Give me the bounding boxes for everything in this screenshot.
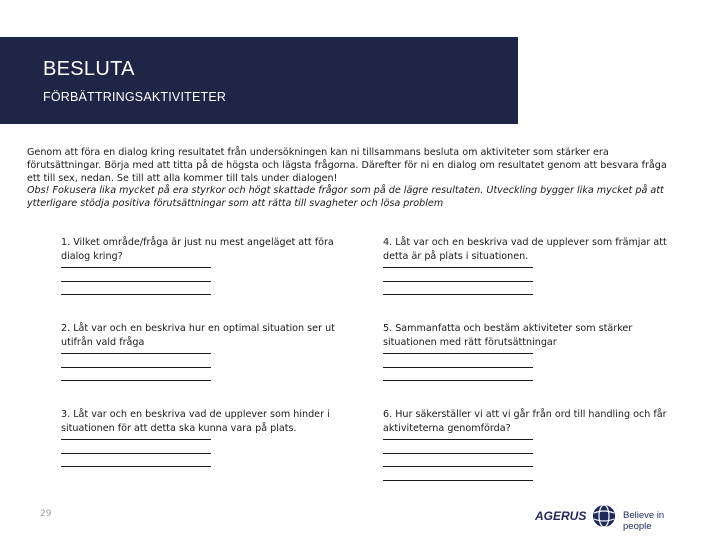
question-4 xyxy=(383,236,673,295)
question-1 xyxy=(61,236,351,295)
answer-line[interactable] xyxy=(61,353,211,354)
answer-line[interactable] xyxy=(61,294,211,295)
question-3 xyxy=(61,408,351,467)
answer-line[interactable] xyxy=(383,453,533,454)
logo-slogan: Believe in people xyxy=(623,510,665,532)
answer-line[interactable] xyxy=(61,453,211,454)
answer-line[interactable] xyxy=(61,367,211,368)
answer-line[interactable] xyxy=(383,480,533,481)
question-2 xyxy=(61,322,351,381)
answer-line[interactable] xyxy=(383,353,533,354)
question-text: 5. Sammanfatta och bestäm aktiviteter som stärker situationen med rätt förutsättningar xyxy=(383,323,633,348)
page-subtitle: FÖRBÄTTRINGSAKTIVITETER xyxy=(43,90,227,104)
answer-line[interactable] xyxy=(383,367,533,368)
answer-line[interactable] xyxy=(383,439,533,440)
question-5 xyxy=(383,322,673,381)
intro-note: Obs! Fokusera lika mycket på era styrkor och högt skattade frågor som på de lägre resultaten. Utveckling bygger lika mycket på att ytterligare stödja positiva förutsättningar som att rätta till svagheter och lösa problem xyxy=(27,185,664,210)
logo-wordmark: AGERUS xyxy=(535,509,587,523)
answer-line[interactable] xyxy=(61,267,211,268)
answer-line[interactable] xyxy=(383,294,533,295)
agerus-logo xyxy=(535,502,685,530)
answer-line[interactable] xyxy=(383,466,533,467)
answer-line[interactable] xyxy=(61,466,211,467)
answer-line[interactable] xyxy=(383,380,533,381)
globe-icon xyxy=(592,504,616,528)
intro-text xyxy=(27,147,677,211)
answer-line[interactable] xyxy=(61,439,211,440)
intro-paragraph: Genom att föra en dialog kring resultatet från undersökningen kan ni tillsammans besluta om aktiviteter som stärker era förutsättningar. Börja med att titta på de högsta och lägsta frågorna. Därefter för ni en dialog om resultatet genom att besvara fråga ett till sex, nedan. Se till att alla kommer till tals under dialogen! xyxy=(27,147,667,184)
answer-line[interactable] xyxy=(61,281,211,282)
question-text: 3. Låt var och en beskriva vad de upplever som hinder i situationen för att detta ska kunna vara på plats. xyxy=(61,409,330,434)
page-title: BESLUTA xyxy=(43,58,135,80)
answer-line[interactable] xyxy=(61,380,211,381)
page-number: 29 xyxy=(40,509,52,519)
answer-line[interactable] xyxy=(383,267,533,268)
question-text: 2. Låt var och en beskriva hur en optimal situation ser ut utifrån vald fråga xyxy=(61,323,335,348)
question-text: 1. Vilket område/fråga är just nu mest angeläget att föra dialog kring? xyxy=(61,237,334,262)
question-6 xyxy=(383,408,673,481)
question-text: 6. Hur säkerställer vi att vi går från ord till handling och får aktiviteterna genomförda? xyxy=(383,409,667,434)
question-text: 4. Låt var och en beskriva vad de upplever som främjar att detta är på plats i situationen. xyxy=(383,237,667,262)
answer-line[interactable] xyxy=(383,281,533,282)
